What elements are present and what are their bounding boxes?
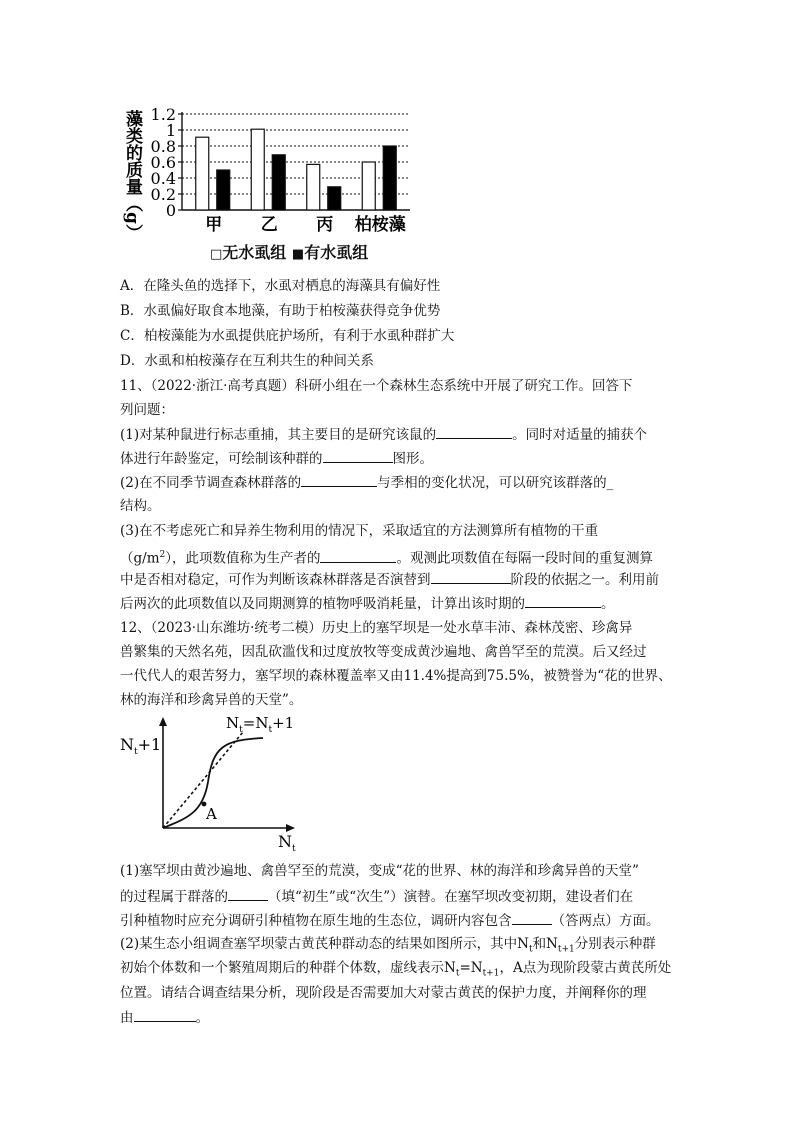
bar-no-lice — [251, 129, 264, 210]
x-category-label: 柏桉藻 — [354, 215, 406, 235]
q12-sub2-line2: 初始个体数和一个繁殖周期后的种群个体数，虚线表示$N_t=N_{t+1}$，A点为现阶段蒙古黄芪所处 — [120, 960, 672, 979]
q11-part3-line1: (3)在不考虑死亡和异养生物利用的情况下，采取适宜的方法测算所有植物的干重 — [120, 523, 599, 539]
legend-symbol-filled: ■ — [291, 247, 305, 262]
q12-sub2-line4: 由 。 — [120, 1007, 209, 1028]
answer-blank[interactable] — [525, 593, 601, 608]
answer-blank[interactable] — [436, 424, 512, 439]
bar-no-lice — [362, 162, 375, 210]
q11-head-2: 列问题： — [120, 402, 174, 418]
bar-no-lice — [307, 164, 320, 210]
q11-part3-line2: $(g/m^2)$，此项数值称为生产者的 。观测此项数值在每隔一段时间的重复测算 — [120, 545, 653, 569]
equilibrium-dashed-line — [163, 732, 243, 828]
option-c: C．柏桉藻能为水虱提供庇护场所，有利于水虱种群扩大 — [120, 328, 455, 344]
x-category-label: 丙 — [316, 215, 334, 235]
answer-blank[interactable] — [301, 472, 377, 487]
y-tick-label: 0 — [165, 201, 176, 220]
y-tick-label: 0.4 — [150, 169, 176, 188]
y-tick-label: 0.2 — [150, 185, 176, 204]
q11-part2-line2: 结构。 — [120, 498, 161, 514]
bar-with-lice — [383, 146, 396, 210]
y-tick-label: 1 — [165, 121, 176, 140]
answer-blank[interactable] — [512, 910, 552, 925]
q12-sub1-line2: 的过程属于群落的 （填“初生”或“次生”）演替。在塞罕坝改变初期，建设者们在 — [120, 886, 633, 907]
q12-line3: 一代代人的艰苦努力，塞罕坝的森林覆盖率又由11.4%提高到75.5%，被赞誉为“花的世界、 — [120, 668, 672, 684]
legend-label-with-lice: 有水虱组 — [304, 243, 369, 262]
legend-label-no-lice: 无水虱组 — [222, 243, 287, 262]
q11-part1-line2: 体进行年龄鉴定，可绘制该种群的 图形。 — [120, 448, 433, 469]
y-axis-arrow — [159, 717, 167, 726]
q12-line4: 林的海洋和珍禽异兽的天堂”。 — [120, 692, 303, 708]
x-axis-arrow — [286, 824, 295, 832]
q12-sub2-line1: (2)某生态小组调查塞罕坝蒙古黄芪种群动态的结果如图所示，其中$N_t$和$N_{t+1}$分别表示种群 — [120, 936, 656, 955]
y-tick-label: 0.8 — [150, 137, 176, 156]
population-graph — [118, 712, 308, 857]
x-category-label: 甲 — [205, 215, 223, 235]
answer-blank[interactable] — [228, 886, 268, 901]
q12-sub1-line1: (1)塞罕坝由黄沙遍地、禽兽罕至的荒漠，变成“花的世界、林的海洋和珍禽异兽的天堂” — [120, 863, 639, 879]
q12-sub2-line3: 位置。请结合调查结果分析，现阶段是否需要加大对蒙古黄芪的保护力度，并阐释你的理 — [120, 985, 647, 1001]
y-axis-label: $N_t+1$ — [120, 735, 162, 757]
x-axis-label: $N_t$ — [278, 832, 296, 854]
y-tick-label: 1.2 — [150, 105, 176, 124]
q11-part3-line3: 中是否相对稳定，可作为判断该森林群落是否演替到 阶段的依据之一。利用前 — [120, 569, 659, 590]
answer-blank[interactable] — [431, 569, 511, 584]
q11-part3-line4: 后两次的此项数值以及同期测算的植物呼吸消耗量，计算出该时期的 。 — [120, 593, 615, 614]
curve-label: $N_t=N_t+1$ — [226, 714, 295, 735]
bar-with-lice — [328, 187, 341, 210]
q11-part1-line1: (1)对某种鼠进行标志重捕，其主要目的是研究该鼠的 。同时对适量的捕获个 — [120, 424, 647, 445]
answer-blank[interactable] — [134, 1007, 196, 1022]
point-a-label: A — [206, 805, 217, 823]
x-category-label: 乙 — [260, 215, 278, 235]
q12-sub1-line3: 引种植物时应充分调研引种植物在原生地的生态位，调研内容包含 （答两点）方面。 — [120, 910, 660, 931]
option-d: D．水虱和柏桉藻存在互利共生的种间关系 — [120, 353, 374, 369]
q12-line1: 12、（2023·山东潍坊·统考二模）历史上的塞罕坝是一处水草丰沛、森林茂密、珍禽异 — [120, 620, 633, 636]
y-axis-label: 藻类的质量（g） — [122, 110, 142, 241]
bar-with-lice — [217, 170, 230, 210]
option-b: B．水虱偏好取食本地藻，有助于柏桉藻获得竞争优势 — [120, 303, 441, 319]
q12-line2: 兽繁集的天然名苑，因乱砍滥伐和过度放牧等变成黄沙遍地、禽兽罕至的荒漠。后又经过 — [120, 644, 647, 660]
chart-legend — [210, 240, 368, 263]
bar-no-lice — [196, 137, 209, 210]
bar-with-lice — [272, 155, 285, 210]
q11-part2-line1: (2)在不同季节调查森林群落的 与季相的变化状况，可以研究该群落的_ — [120, 472, 613, 493]
q11-head-1: 11、（2022·浙江·高考真题）科研小组在一个森林生态系统中开展了研究工作。回答下 — [120, 378, 633, 394]
answer-blank[interactable] — [320, 548, 396, 563]
legend-symbol-empty: □ — [210, 247, 223, 262]
option-a: A．在隆头鱼的选择下，水虱对栖息的海藻具有偏好性 — [120, 278, 441, 294]
answer-blank[interactable] — [323, 448, 393, 463]
y-tick-label: 0.6 — [150, 153, 176, 172]
